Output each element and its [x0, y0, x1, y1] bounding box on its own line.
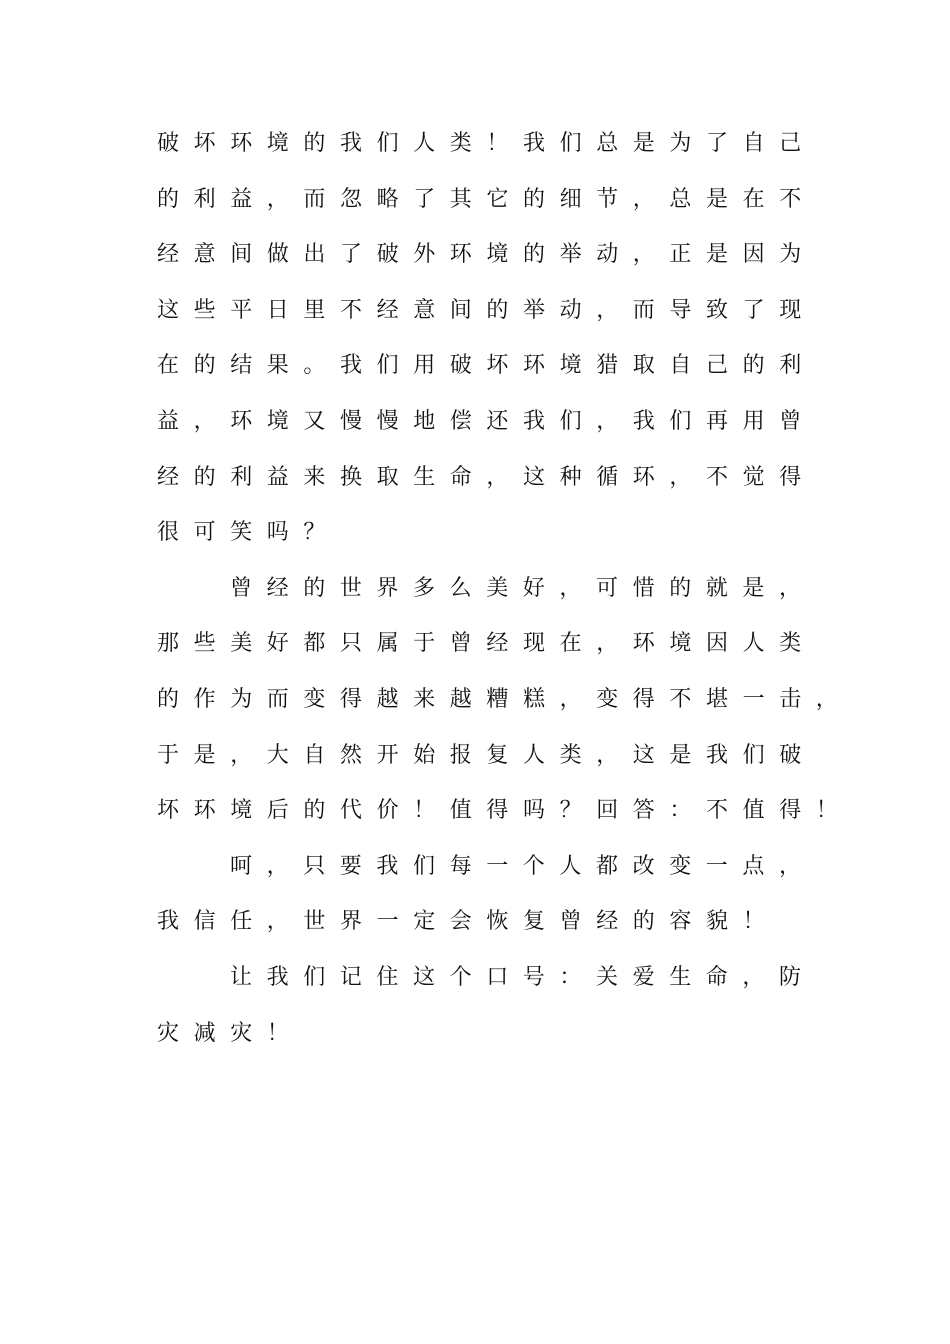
text-line: 益，环境又慢慢地偿还我们，我们再用曾	[157, 408, 816, 434]
text-line: 很可笑吗？	[157, 520, 341, 546]
paragraph-start-line: 曾经的世界多么美好，可惜的就是，	[230, 575, 816, 601]
text-line: 在的结果。我们用破坏环境猎取自己的利	[157, 353, 816, 379]
text-line: 破坏环境的我们人类！我们总是为了自己	[157, 131, 816, 156]
text-line: 的利益，而忽略了其它的细节，总是在不	[157, 186, 816, 212]
text-line: 坏环境后的代价！值得吗？回答：不值得！	[157, 798, 853, 824]
text-line: 那些美好都只属于曾经现在，环境因人类	[157, 631, 816, 657]
paragraph-start-line: 呵，只要我们每一个人都改变一点，	[230, 853, 816, 879]
text-line: 这些平日里不经意间的举动，而导致了现	[157, 297, 816, 323]
text-line: 的作为而变得越来越糟糕，变得不堪一击，	[157, 686, 853, 712]
text-line: 灾减灾！	[157, 1020, 304, 1046]
text-line: 经的利益来换取生命，这种循环，不觉得	[157, 464, 816, 490]
text-line: 我信任，世界一定会恢复曾经的容貌！	[157, 909, 780, 935]
text-line: 于是，大自然开始报复人类，这是我们破	[157, 742, 816, 768]
essay-body	[157, 116, 853, 1061]
text-line: 经意间做出了破外环境的举动，正是因为	[157, 242, 816, 268]
paragraph-start-line: 让我们记住这个口号：关爱生命，防	[230, 964, 816, 990]
